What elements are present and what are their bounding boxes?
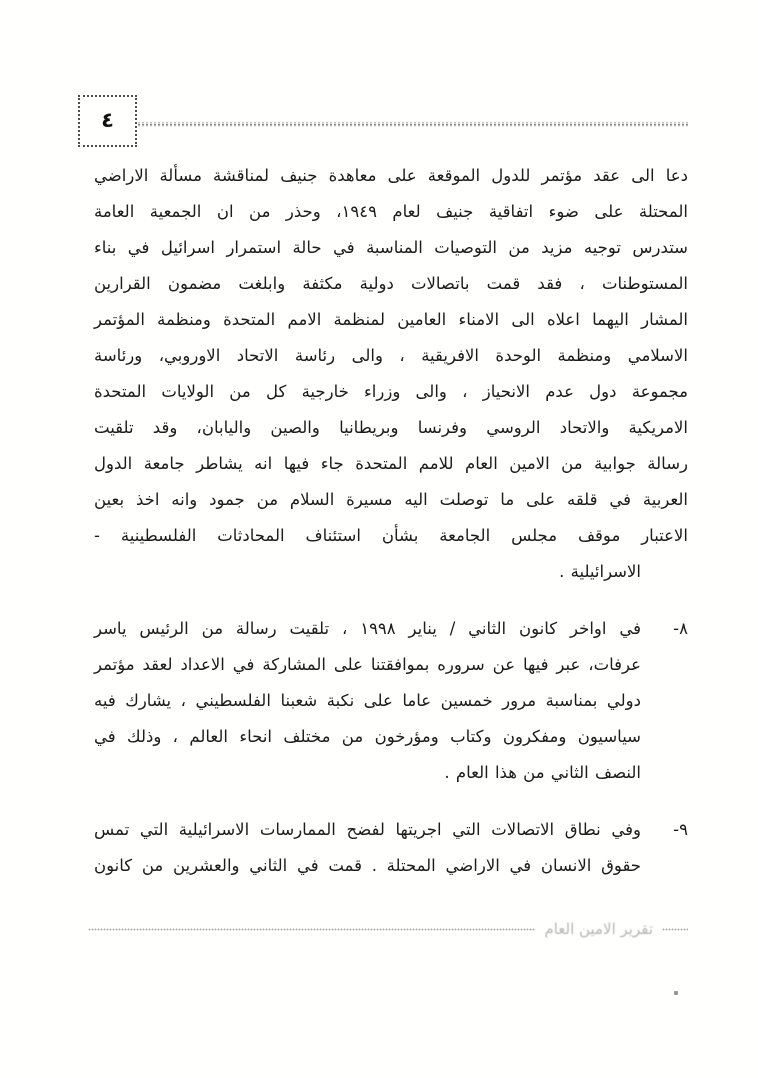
page-number-box — [78, 95, 137, 147]
page-header — [78, 94, 690, 148]
text-line: المشار اليهما اعلاه الى الامناء العامين لمنظمة الامم المتحدة ومنظمة المؤتمر — [94, 310, 688, 329]
scan-speck — [674, 991, 678, 995]
text-line: رسالة جوابية من الامين العام للامم المتحدة جاء فيها انه يشاطر جامعة الدول — [94, 454, 688, 473]
paragraph-number: ٨- — [673, 619, 688, 638]
text-line: دعا الى عقد مؤتمر للدول الموقعة على معاهدة جنيف لمناقشة مسألة الاراضي — [94, 166, 688, 185]
text-line: مجموعة دول عدم الانحياز ، والى وزراء خارجية كل من الولايات المتحدة — [94, 382, 688, 401]
text-line: الاعتبار موقف مجلس الجامعة بشأن استئناف المحادثات الفلسطينية - — [94, 526, 688, 545]
text-line: الامريكية والاتحاد الروسي وفرنسا وبريطانيا والصين واليابان، وقد تلقيت — [94, 418, 688, 437]
text-line: النصف الثاني من هذا العام . — [444, 763, 641, 782]
paragraph-number: ٩- — [673, 820, 688, 839]
text-line: حقوق الانسان في الاراضي المحتلة . قمت في الثاني والعشرين من كانون — [94, 856, 641, 875]
footer-dotted-rule-right — [662, 927, 688, 931]
text-line: في اواخر كانون الثاني / يناير ١٩٩٨ ، تلقيت رسالة من الرئيس ياسر — [94, 619, 641, 638]
document-body — [94, 158, 688, 905]
footer-dotted-rule-left — [88, 927, 535, 931]
text-line: عرفات، عبر فيها عن سروره بموافقتنا على المشاركة في الاعداد لعقد مؤتمر — [94, 655, 641, 674]
paragraph-body — [94, 611, 641, 791]
text-line: دولي بمناسبة مرور خمسين عاما على نكبة شعبنا الفلسطيني ، يشارك فيه — [94, 691, 641, 710]
text-line: سياسيون ومفكرون وكتاب ومؤرخون من مختلف انحاء العالم ، وذلك في — [94, 727, 641, 746]
text-line: المستوطنات ، فقد قمت باتصالات دولية مكثفة وابلغت مضمون القرارين — [94, 274, 688, 293]
page-number: ٤ — [101, 108, 114, 132]
text-line: الاسرائيلية . — [559, 562, 641, 581]
text-line: وفي نطاق الاتصالات التي اجريتها لفضح الممارسات الاسرائيلية التي تمس — [94, 820, 641, 839]
paragraph — [94, 158, 688, 590]
footer-stamp-text: تقرير الامين العام — [544, 920, 653, 938]
header-dotted-rule — [137, 122, 690, 127]
numbered-paragraph — [94, 812, 688, 884]
numbered-paragraph — [94, 611, 688, 791]
text-line: ستدرس توجيه مزيد من التوصيات المناسبة في حالة استمرار اسرائيل في بناء — [94, 238, 688, 257]
text-line: المحتلة على ضوء اتفاقية جنيف لعام ١٩٤٩، وحذر من ان الجمعية العامة — [94, 202, 688, 221]
paragraph-body — [94, 812, 641, 884]
text-line: الاسلامي ومنظمة الوحدة الافريقية ، والى رئاسة الاتحاد الاوروبي، ورئاسة — [94, 346, 688, 365]
page-footer — [88, 916, 688, 942]
text-line: العربية في قلقه على ما توصلت اليه مسيرة السلام من جمود وانه اخذ بعين — [94, 490, 688, 509]
paragraph-body — [94, 158, 688, 590]
